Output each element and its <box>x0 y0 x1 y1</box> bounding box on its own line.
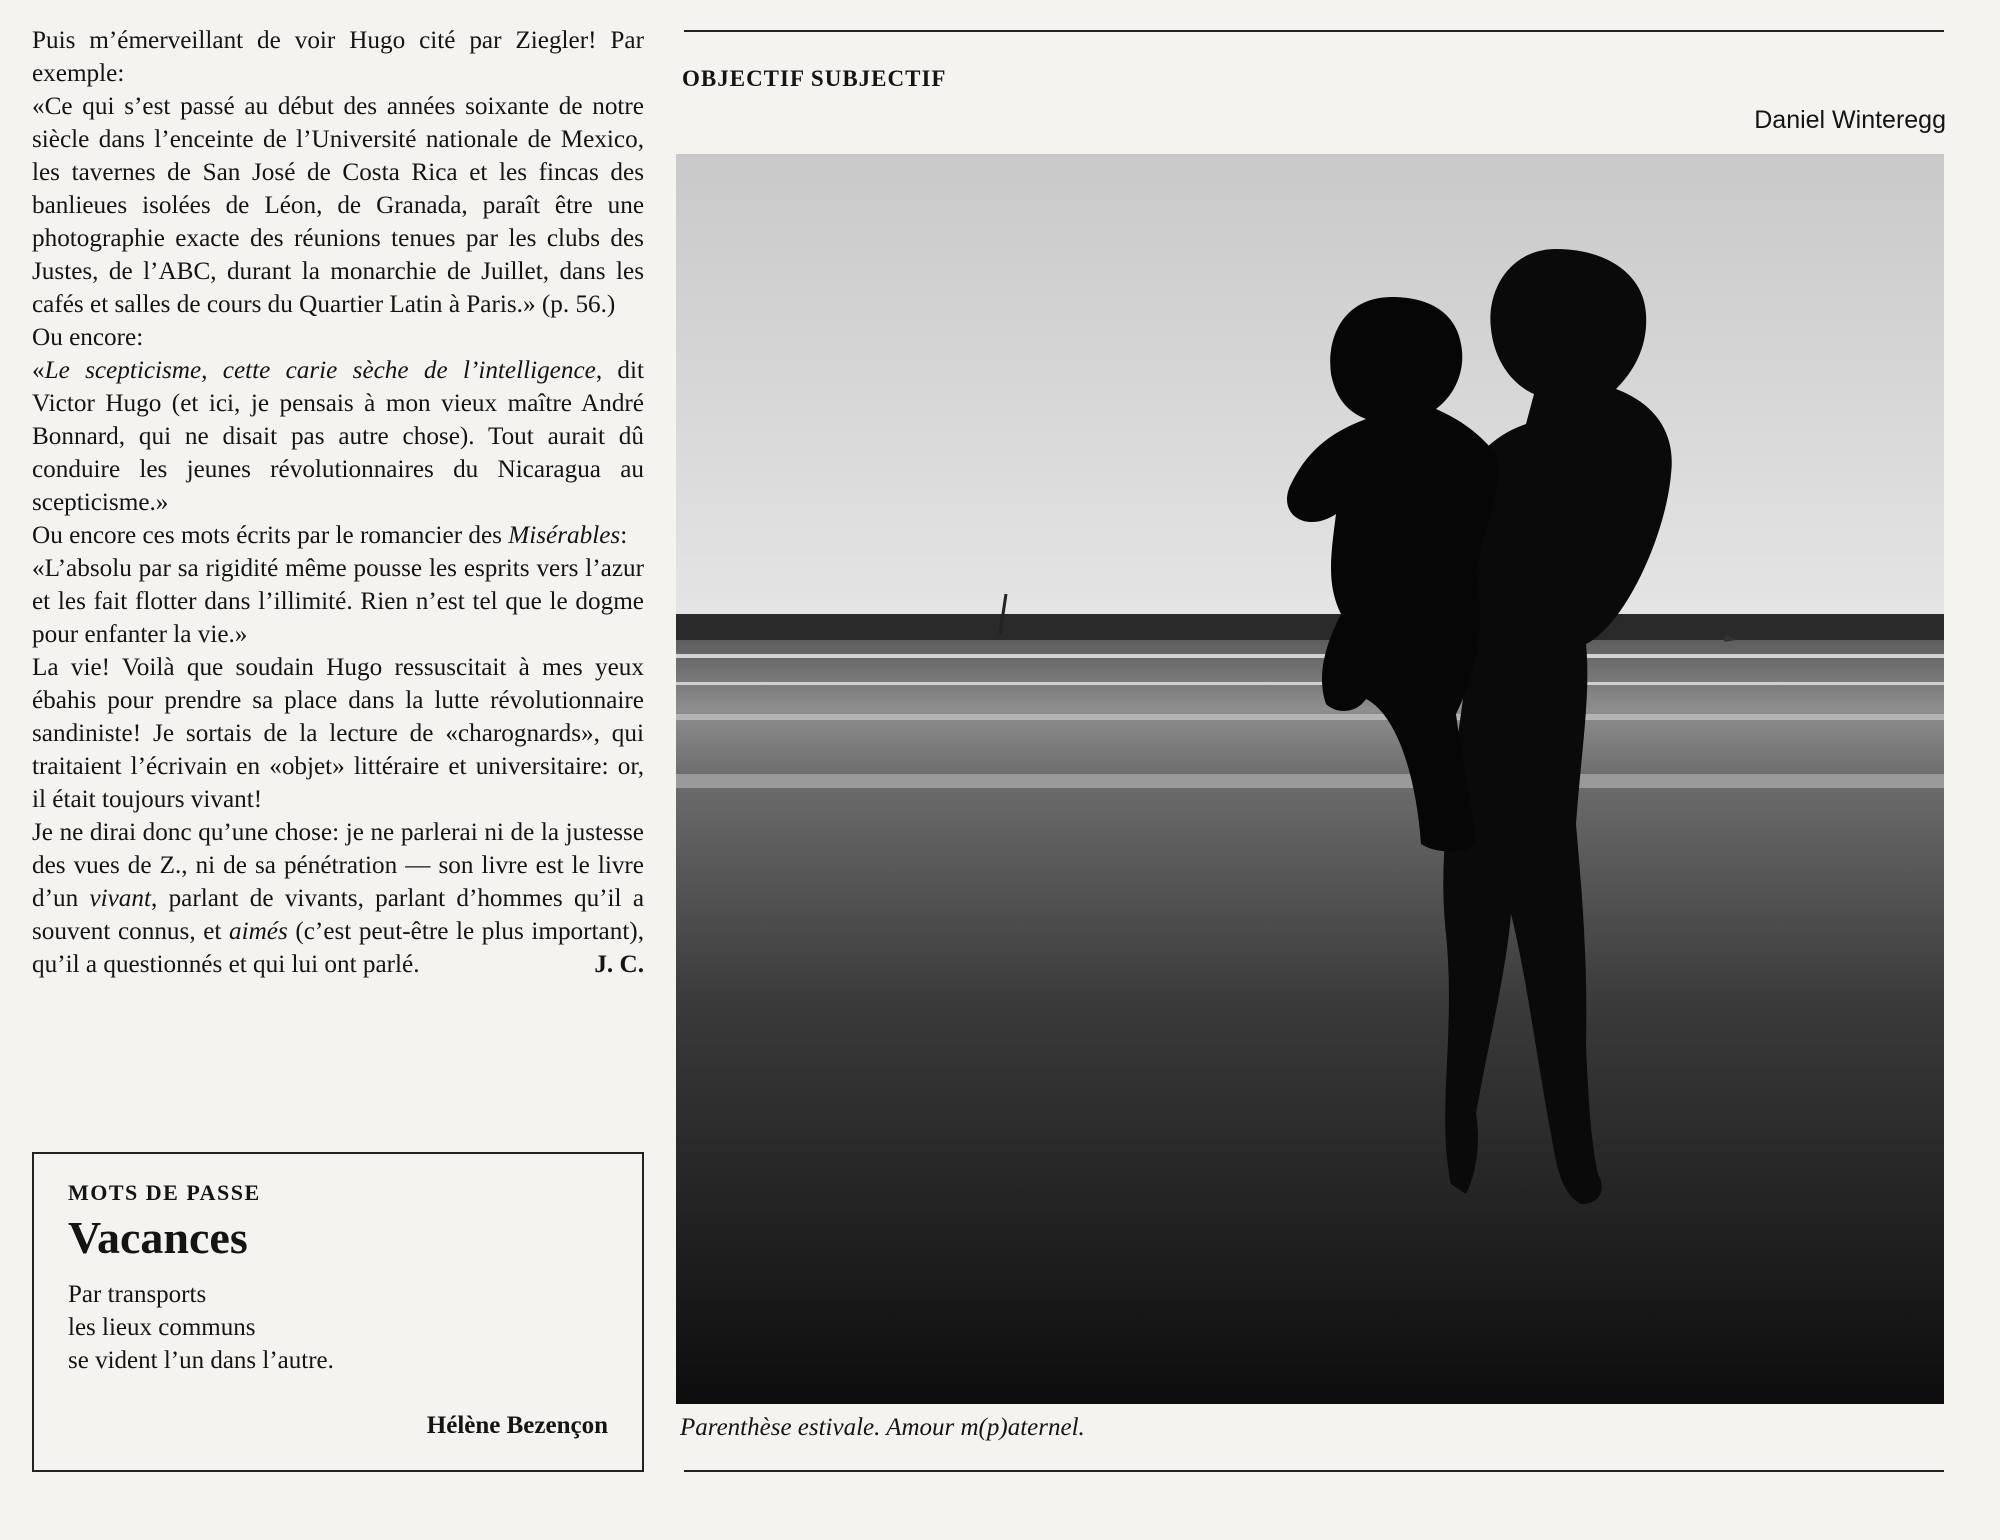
poem-line: Par transports <box>68 1281 207 1308</box>
poem-line: se vident l’un dans l’autre. <box>68 1347 334 1374</box>
article-paragraph: «L’absolu par sa rigidité même pousse les esprits vers l’azur et les fait flotter dans l’illimité. Rien n’est tel que le dogme pour enfanter la vie.» <box>32 555 644 648</box>
poem-kicker: MOTS DE PASSE <box>68 1180 261 1205</box>
article-paragraph: Ou encore ces mots écrits par le romancier des Misérables: <box>32 522 628 549</box>
bottom-rule <box>684 1470 1944 1472</box>
top-rule <box>684 30 1944 32</box>
section-kicker: OBJECTIF SUBJECTIF <box>682 66 947 91</box>
photo-caption: Parenthèse estivale. Amour m(p)aternel. <box>680 1414 1085 1441</box>
hugo-quote: «Le scepticisme, cette carie sèche de l’intelligence, dit Victor Hugo (et ici, je pensais à mon vieux maître André Bonnard, qui ne disait pas autre chose). Tout aurait dû conduire les jeunes révolutionnaires du Nicaragua au scepticisme.» <box>32 357 644 516</box>
poem-title: Vacances <box>68 1212 248 1263</box>
hugo-quote-italic: Le scepticisme, cette carie sèche de l’intelligence <box>44 357 596 384</box>
article-final-paragraph: Je ne dirai donc qu’une chose: je ne parlerai ni de la justesse des vues de Z., ni de sa pénétration — son livre est le livre d’un vivant, parlant de vivants, parlant d’hommes qu’il a souvent connus, et aimés (c’est peut-être le plus important), qu’il a questionnés et qui lui ont parlé. J. C. <box>32 816 644 981</box>
photo-credit: Daniel Winteregg <box>1754 106 1946 134</box>
article-paragraph: «Ce qui s’est passé au début des années soixante de notre siècle dans l’enceinte de l’Université nationale de Mexico, les tavernes de San José de Costa Rica et les fincas des banlieues isolées de Léon, de Granada, paraît être une photographie exacte des réunions tenues par les clubs des Justes, de l’ABC, durant la monarchie de Juillet, dans les cafés et salles de cours du Quartier Latin à Paris.» (p. 56.) <box>32 93 644 318</box>
poem-box <box>32 1152 644 1472</box>
poem-author: Hélène Bezençon <box>426 1412 608 1439</box>
poem-lines <box>68 1278 608 1377</box>
article-signoff: J. C. <box>594 951 644 978</box>
article-paragraph: Puis m’émerveillant de voir Hugo cité par Ziegler! Par exemple: <box>32 27 644 87</box>
book-title: Misérables <box>508 522 621 549</box>
article-paragraph: La vie! Voilà que soudain Hugo ressuscitait à mes yeux ébahis pour prendre sa place dans la lutte révolutionnaire sandiniste! Je sortais de la lecture de «charognards», qui traitaient l’écrivain en «objet» littéraire et universitaire: or, il était toujours vivant! <box>32 654 644 813</box>
article-paragraph: Ou encore: <box>32 324 144 351</box>
hugo-quote-rest: , dit Victor Hugo (et ici, je pensais à mon vieux maître André Bonnard, qui ne disait pas autre chose). Tout aurait dû conduire les jeunes révolutionnaires du Nicaragua au scepticisme.» <box>32 357 644 516</box>
article-text <box>32 24 644 981</box>
beach-photo <box>676 154 1944 1404</box>
poem-line: les lieux communs <box>68 1314 256 1341</box>
